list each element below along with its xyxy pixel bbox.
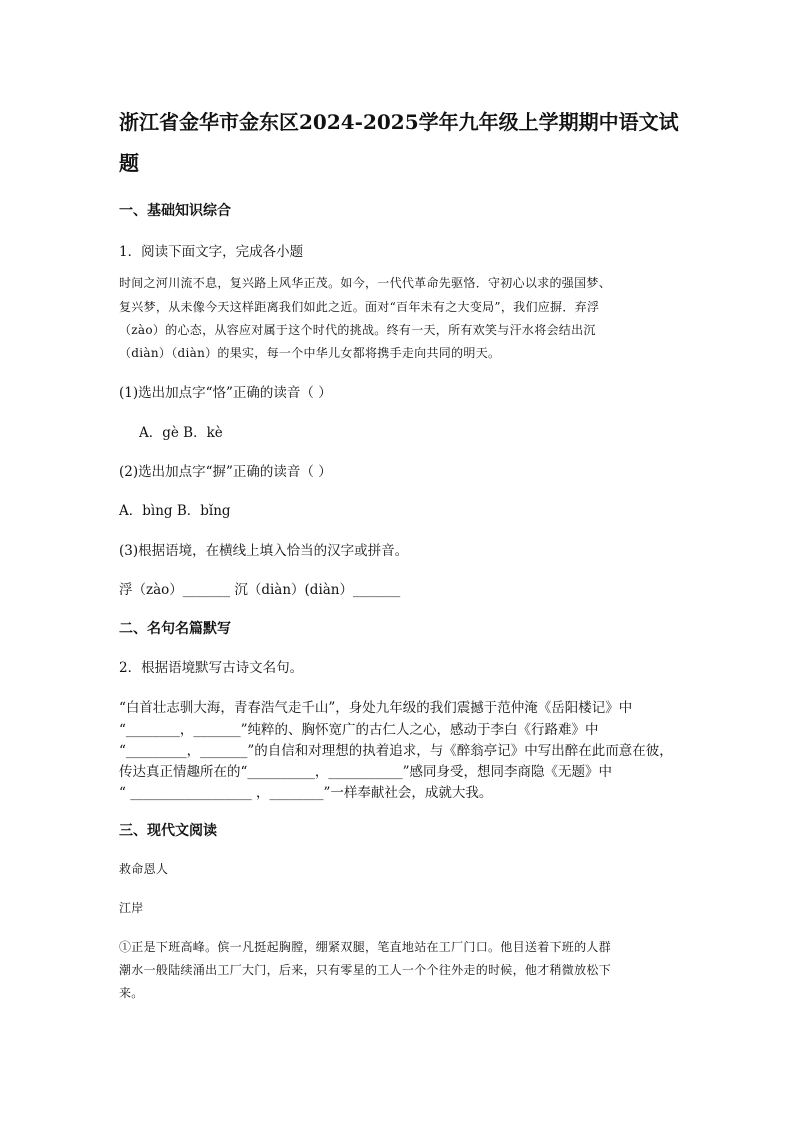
article-author: 江岸 (119, 901, 144, 915)
passage-line: 时间之河川流不息，复兴路上风华正茂。如今，一代代革命先驱恪．守初心以求的强国梦、 (119, 276, 612, 290)
sub-question-2-options: A．bìng B．bǐng (119, 503, 231, 519)
dictation-line: “白首壮志驯大海，青春浩气走千山”，身处九年级的我们震撼于范仲淹《岳阳楼记》中 (119, 700, 633, 716)
section-heading-3: 三、现代文阅读 (119, 823, 217, 839)
article-paragraph-line: ①正是下班高峰。傧一凡挺起胸膛，绷紧双腿，笔直地站在工厂门口。他目送着下班的人群 (119, 940, 612, 954)
dictation-line: “ __________________ ，________”一样奉献社会，成就大我。 (119, 785, 493, 801)
dictation-line: 传达真正情趣所在的“__________，___________”感同身受，想同李商隐《无题》中 (119, 764, 613, 780)
sub-question-3-blanks: 浮（zào）_______ 沉（diàn）(diàn）_______ (119, 582, 401, 598)
question-1-stem: 1．阅读下面文字，完成各小题 (119, 244, 304, 260)
section-heading-1: 一、基础知识综合 (119, 203, 231, 219)
dictation-line: “_________，_______”的自信和对理想的执着追求，与《醉翁亭记》中写出醉在此而意在彼， (119, 743, 673, 759)
passage-line: 复兴梦，从未像今天这样距离我们如此之近。面对“百年未有之大变局”，我们应摒．弃浮 (119, 300, 600, 314)
sub-question-3: (3)根据语境，在横线上填入恰当的汉字或拼音。 (119, 543, 409, 559)
exam-title-cont: 题 (119, 151, 139, 175)
passage-line: （diàn）（diàn）的果实，每一个中华儿女都将携手走向共同的明天。 (119, 346, 501, 360)
dictation-line: “________，_______”纯粹的、胸怀宽广的古仁人之心，感动于李白《行路难》中 (119, 722, 599, 738)
question-2-stem: 2．根据语境默写古诗文名句。 (119, 660, 304, 676)
article-paragraph-line: 来。 (119, 986, 144, 1000)
section-heading-2: 二、名句名篇默写 (119, 621, 231, 637)
sub-question-1-options: A．gè B．kè (139, 425, 223, 441)
sub-question-2: (2)选出加点字“摒”正确的读音（ ） (119, 464, 332, 480)
article-title: 救命恩人 (119, 862, 169, 876)
sub-question-1: (1)选出加点字“恪”正确的读音（ ） (119, 385, 332, 401)
passage-line: （zào）的心态，从容应对属于这个时代的挑战。终有一天，所有欢笑与汗水将会结出沉 (119, 323, 596, 337)
exam-title: 浙江省金华市金东区2024-2025学年九年级上学期期中语文试 (119, 110, 679, 134)
article-paragraph-line: 潮水一般陆续涌出工厂大门，后来，只有零星的工人一个个往外走的时候，他才稍微放松下 (119, 963, 612, 977)
